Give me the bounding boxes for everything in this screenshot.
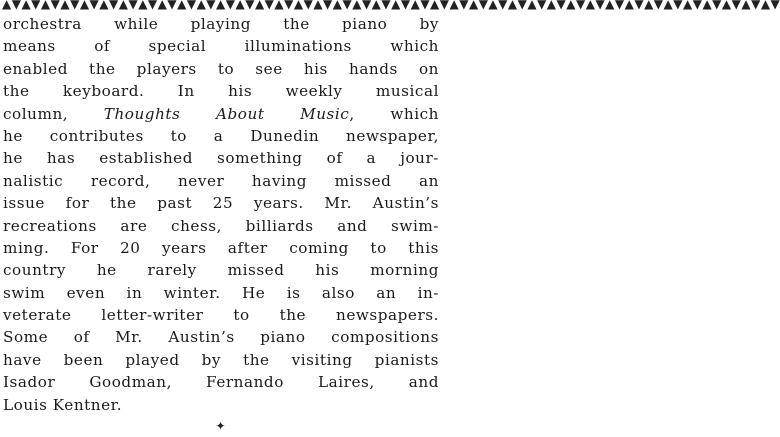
article-line <box>3 326 439 348</box>
ornament-rule: ▲▼▲▼▲▼▲▼▲▼▲▼▲▼▲▼▲▼▲▼▲▼▲▼▲▼▲▼▲▼▲▼▲▼▲▼▲▼▲▼▲▼▲▼▲▼▲▼▲▼▲▼▲▼▲▼▲▼▲▼▲▼▲▼▲▼▲▼▲▼▲▼▲▼▲▼▲▼▲▼ <box>2 0 780 11</box>
article-line <box>3 192 439 214</box>
line-text: have been played by the visiting pianists <box>3 350 439 369</box>
article-line <box>3 35 439 57</box>
line-text: veterate letter-writer to the newspapers. <box>3 306 439 325</box>
article-line <box>3 80 439 102</box>
line-text: enabled the players to see his hands on <box>3 59 439 78</box>
article-line <box>3 349 439 371</box>
line-text: Louis Kentner. <box>3 395 123 414</box>
article-line <box>3 304 439 326</box>
article-line <box>3 394 439 416</box>
column-title: Thoughts About Music <box>103 104 350 123</box>
article-line <box>3 170 439 192</box>
line-text: he contributes to a Dunedin newspaper, <box>3 126 439 145</box>
line-text: swim even in winter. He is also an in- <box>3 283 439 302</box>
line-text: recreations are chess, billiards and swim- <box>3 216 439 235</box>
article-line <box>3 259 439 281</box>
line-text: country he rarely missed his morning <box>3 261 439 280</box>
article-line <box>3 147 439 169</box>
line-text: nalistic record, never having missed an <box>3 171 439 190</box>
line-text: orchestra while playing the piano by <box>3 15 439 33</box>
article-line <box>3 13 439 35</box>
article-line <box>3 58 439 80</box>
article-body <box>3 13 439 416</box>
line-text: issue for the past 25 years. Mr. Austin’s <box>3 194 439 213</box>
line-text: ming. For 20 years after coming to this <box>3 238 439 257</box>
line-text: Isador Goodman, Fernando Laires, and <box>3 373 439 392</box>
line-text: Some of Mr. Austin’s piano compositions <box>3 328 439 347</box>
line-text: means of special illuminations which <box>3 37 439 56</box>
article-line <box>3 215 439 237</box>
star-ornament-icon: ✦ <box>215 419 226 433</box>
article-line <box>3 103 439 125</box>
line-text: the keyboard. In his weekly musical <box>3 82 439 101</box>
line-text: column, <box>3 104 104 123</box>
article-line <box>3 237 439 259</box>
line-text: he has established something of a jour- <box>3 149 439 168</box>
article-line <box>3 282 439 304</box>
article-line <box>3 125 439 147</box>
article-line <box>3 371 439 393</box>
line-text: , which <box>349 104 439 123</box>
